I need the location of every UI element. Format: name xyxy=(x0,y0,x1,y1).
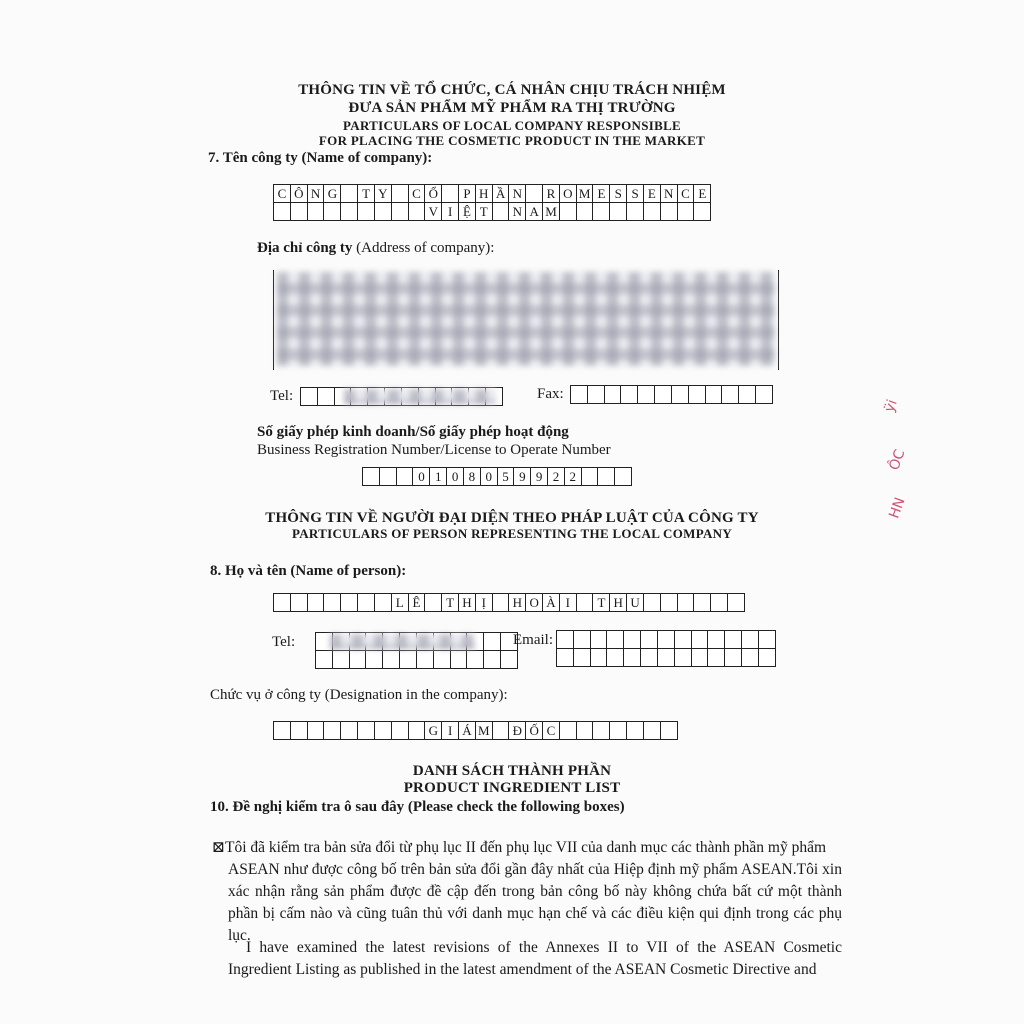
char-box[interactable]: I xyxy=(441,202,459,221)
char-box[interactable] xyxy=(597,467,615,486)
char-box[interactable] xyxy=(492,721,510,740)
char-box[interactable]: R xyxy=(542,184,560,203)
char-box[interactable]: H xyxy=(508,593,526,612)
char-box[interactable]: S xyxy=(626,184,644,203)
company-fax-label: Fax: xyxy=(537,386,564,402)
company-name-grid-row1 xyxy=(273,184,711,203)
char-box[interactable]: Ị xyxy=(475,593,493,612)
char-box[interactable] xyxy=(573,630,591,649)
company-name-label: 7. Tên công ty (Name of company): xyxy=(208,150,433,166)
char-box[interactable] xyxy=(556,648,574,667)
char-box[interactable] xyxy=(556,630,574,649)
char-box[interactable] xyxy=(408,721,426,740)
char-box[interactable] xyxy=(707,648,725,667)
char-box[interactable] xyxy=(307,593,325,612)
char-box[interactable]: 0 xyxy=(412,467,430,486)
char-box[interactable] xyxy=(374,721,392,740)
char-box[interactable] xyxy=(640,648,658,667)
char-box[interactable] xyxy=(273,721,291,740)
char-box[interactable]: O xyxy=(559,184,577,203)
char-box[interactable] xyxy=(606,630,624,649)
company-tel-redacted xyxy=(344,389,496,404)
vn-declaration-first: Tôi đã kiểm tra bản sửa đổi từ phụ lục II đến phụ lục VII của danh mục các thành phần mỹ phẩm xyxy=(225,839,827,856)
char-box[interactable] xyxy=(340,721,358,740)
char-box[interactable] xyxy=(365,650,383,669)
license-label-vn: Số giấy phép kinh doanh/Số giấy phép hoạt động xyxy=(257,424,569,440)
char-box[interactable] xyxy=(674,648,692,667)
char-box[interactable]: C xyxy=(677,184,695,203)
char-box[interactable]: Á xyxy=(458,721,476,740)
char-box[interactable]: H xyxy=(609,593,627,612)
vn-declaration-rest: ASEAN như được công bố trên bản sửa đổi gần đây nhất của Hiệp định mỹ phẩm ASEAN.Tôi xin xác nhận rằng sản phẩm được đề cập đến trong bản công bố này không chứa bất cứ một thành phần bị cấm nào và cũng tuân thủ với danh mục hạn chế và các điều kiện qui định trong các phụ lục. xyxy=(228,861,842,944)
char-box[interactable]: E xyxy=(643,184,661,203)
stamp-fragment-2: ÔC xyxy=(886,447,909,473)
char-box[interactable] xyxy=(323,721,341,740)
char-box[interactable] xyxy=(290,593,308,612)
char-box[interactable]: T xyxy=(357,184,375,203)
char-box[interactable] xyxy=(755,385,773,404)
char-box[interactable] xyxy=(290,202,308,221)
address-box xyxy=(273,270,779,370)
char-box[interactable] xyxy=(492,202,510,221)
stamp-fragment-1: ÿi xyxy=(881,397,901,415)
char-box[interactable]: I xyxy=(559,593,577,612)
char-box[interactable]: T xyxy=(592,593,610,612)
char-box[interactable] xyxy=(592,202,610,221)
char-box[interactable] xyxy=(300,387,318,406)
char-box[interactable] xyxy=(727,593,745,612)
char-box[interactable]: S xyxy=(609,184,627,203)
char-box[interactable]: 0 xyxy=(480,467,498,486)
char-box[interactable] xyxy=(707,630,725,649)
char-box[interactable]: T xyxy=(441,593,459,612)
char-box[interactable]: 2 xyxy=(564,467,582,486)
char-box[interactable] xyxy=(674,630,692,649)
char-box[interactable] xyxy=(693,593,711,612)
char-box[interactable]: C xyxy=(542,721,560,740)
char-box[interactable] xyxy=(573,648,591,667)
char-box[interactable] xyxy=(637,385,655,404)
char-box[interactable] xyxy=(576,593,594,612)
char-box[interactable] xyxy=(399,650,417,669)
person-tel-label: Tel: xyxy=(272,634,296,650)
vn-declaration xyxy=(212,837,842,859)
char-box[interactable] xyxy=(643,721,661,740)
char-box[interactable]: H xyxy=(475,184,493,203)
rep-header-line-2: PARTICULARS OF PERSON REPRESENTING THE LOCAL COMPANY xyxy=(291,526,733,541)
char-box[interactable]: Ầ xyxy=(492,184,510,203)
char-box[interactable] xyxy=(450,650,468,669)
char-box[interactable]: C xyxy=(408,184,426,203)
char-box[interactable] xyxy=(357,721,375,740)
char-box[interactable] xyxy=(362,467,380,486)
char-box[interactable] xyxy=(693,202,711,221)
check-boxes-label: 10. Đề nghị kiểm tra ô sau đây (Please check the following boxes) xyxy=(210,799,625,815)
char-box[interactable] xyxy=(379,467,397,486)
person-name-grid xyxy=(273,593,745,612)
char-box[interactable] xyxy=(315,650,333,669)
char-box[interactable]: V xyxy=(424,202,442,221)
char-box[interactable] xyxy=(391,202,409,221)
char-box[interactable] xyxy=(609,721,627,740)
designation-label: Chức vụ ở công ty (Designation in the company): xyxy=(210,687,508,703)
char-box[interactable] xyxy=(382,650,400,669)
license-number-grid xyxy=(362,467,632,486)
person-tel-redacted xyxy=(330,634,475,649)
char-box[interactable]: A xyxy=(525,202,543,221)
char-box[interactable] xyxy=(576,202,594,221)
char-box[interactable] xyxy=(492,593,510,612)
char-box[interactable] xyxy=(483,632,501,651)
char-box[interactable]: Ố xyxy=(525,721,543,740)
char-box[interactable] xyxy=(660,593,678,612)
char-box[interactable] xyxy=(570,385,588,404)
char-box[interactable]: M xyxy=(475,721,493,740)
char-box[interactable] xyxy=(340,184,358,203)
stamp-fragment-3: HN xyxy=(886,495,909,521)
char-box[interactable] xyxy=(587,385,605,404)
char-box[interactable]: Y xyxy=(374,184,392,203)
char-box[interactable] xyxy=(640,630,658,649)
char-box[interactable]: Ệ xyxy=(458,202,476,221)
header-line-1: THÔNG TIN VỀ TỔ CHỨC, CÁ NHÂN CHỊU TRÁCH NHIỆM xyxy=(298,82,726,98)
char-box[interactable] xyxy=(340,593,358,612)
char-box[interactable] xyxy=(604,385,622,404)
char-box[interactable] xyxy=(340,202,358,221)
char-box[interactable] xyxy=(576,721,594,740)
char-box[interactable]: N xyxy=(508,184,526,203)
char-box[interactable] xyxy=(614,467,632,486)
char-box[interactable] xyxy=(654,385,672,404)
header-line-4: FOR PLACING THE COSMETIC PRODUCT IN THE MARKET xyxy=(318,133,706,148)
char-box[interactable] xyxy=(705,385,723,404)
person-email-grid-row2 xyxy=(556,649,776,667)
char-box[interactable] xyxy=(590,630,608,649)
char-box[interactable] xyxy=(660,202,678,221)
char-box[interactable] xyxy=(273,593,291,612)
char-box[interactable] xyxy=(374,593,392,612)
char-box[interactable] xyxy=(623,648,641,667)
person-name-label: 8. Họ và tên (Name of person): xyxy=(210,563,407,579)
char-box[interactable]: O xyxy=(525,593,543,612)
char-box[interactable] xyxy=(500,650,518,669)
address-label xyxy=(257,240,494,257)
char-box[interactable] xyxy=(290,721,308,740)
char-box[interactable] xyxy=(758,630,776,649)
char-box[interactable] xyxy=(677,202,695,221)
char-box[interactable]: U xyxy=(626,593,644,612)
header-line-3: PARTICULARS OF LOCAL COMPANY RESPONSIBLE xyxy=(342,118,682,133)
char-box[interactable] xyxy=(657,648,675,667)
char-box[interactable]: N xyxy=(508,202,526,221)
ingredients-title-en: PRODUCT INGREDIENT LIST xyxy=(403,780,621,796)
char-box[interactable] xyxy=(691,648,709,667)
char-box[interactable] xyxy=(609,202,627,221)
char-box[interactable]: N xyxy=(660,184,678,203)
address-label-en: (Address of company): xyxy=(352,240,495,256)
char-box[interactable] xyxy=(643,593,661,612)
char-box[interactable]: 5 xyxy=(497,467,515,486)
char-box[interactable] xyxy=(688,385,706,404)
char-box[interactable] xyxy=(323,593,341,612)
person-tel-grid-row2 xyxy=(315,651,518,669)
char-box[interactable] xyxy=(357,593,375,612)
char-box[interactable]: G xyxy=(323,184,341,203)
char-box[interactable]: Ê xyxy=(408,593,426,612)
char-box[interactable]: T xyxy=(475,202,493,221)
company-fax-grid xyxy=(570,385,773,404)
char-box[interactable] xyxy=(357,202,375,221)
char-box[interactable] xyxy=(416,650,434,669)
char-box[interactable] xyxy=(657,630,675,649)
char-box[interactable] xyxy=(391,184,409,203)
char-box[interactable] xyxy=(332,650,350,669)
char-box[interactable] xyxy=(590,648,608,667)
char-box[interactable] xyxy=(724,630,742,649)
char-box[interactable] xyxy=(741,630,759,649)
char-box[interactable] xyxy=(317,387,335,406)
char-box[interactable] xyxy=(710,593,728,612)
person-email-label: Email: xyxy=(513,632,553,648)
char-box[interactable]: M xyxy=(576,184,594,203)
char-box[interactable]: H xyxy=(458,593,476,612)
char-box[interactable] xyxy=(660,721,678,740)
char-box[interactable]: À xyxy=(542,593,560,612)
char-box[interactable] xyxy=(741,648,759,667)
char-box[interactable] xyxy=(441,184,459,203)
char-box[interactable]: 9 xyxy=(513,467,531,486)
char-box[interactable] xyxy=(677,593,695,612)
char-box[interactable] xyxy=(581,467,599,486)
char-box[interactable] xyxy=(323,202,341,221)
person-email-grid-row1 xyxy=(556,630,776,649)
declaration-checkbox[interactable]: ⊠ xyxy=(212,839,225,856)
char-box[interactable] xyxy=(408,202,426,221)
char-box[interactable] xyxy=(643,202,661,221)
char-box[interactable]: 2 xyxy=(547,467,565,486)
char-box[interactable] xyxy=(424,593,442,612)
char-box[interactable] xyxy=(307,721,325,740)
char-box[interactable] xyxy=(525,184,543,203)
char-box[interactable]: I xyxy=(441,721,459,740)
char-box[interactable]: L xyxy=(391,593,409,612)
char-box[interactable] xyxy=(606,648,624,667)
char-box[interactable] xyxy=(559,721,577,740)
char-box[interactable]: Đ xyxy=(508,721,526,740)
ingredients-title-vn: DANH SÁCH THÀNH PHẦN xyxy=(412,763,612,779)
en-declaration: I have examined the latest revisions of the Annexes II to VII of the ASEAN Cosmetic Ingredient Listing as published in the latest amendment of the ASEAN Cosmetic Directive and xyxy=(228,939,842,978)
char-box[interactable] xyxy=(724,648,742,667)
char-box[interactable] xyxy=(483,650,501,669)
license-label-en: Business Registration Number/License to Operate Number xyxy=(257,442,611,458)
char-box[interactable] xyxy=(391,721,409,740)
char-box[interactable]: 8 xyxy=(463,467,481,486)
char-box[interactable] xyxy=(273,202,291,221)
char-box[interactable]: Ô xyxy=(290,184,308,203)
company-tel-label: Tel: xyxy=(270,388,294,404)
char-box[interactable] xyxy=(307,202,325,221)
char-box[interactable] xyxy=(620,385,638,404)
char-box[interactable] xyxy=(626,721,644,740)
char-box[interactable]: Ổ xyxy=(424,184,442,203)
char-box[interactable] xyxy=(433,650,451,669)
char-box[interactable] xyxy=(396,467,414,486)
char-box[interactable]: C xyxy=(273,184,291,203)
char-box[interactable]: M xyxy=(542,202,560,221)
address-label-vn: Địa chỉ công ty xyxy=(257,240,353,256)
company-name-grid-row2 xyxy=(273,203,711,221)
char-box[interactable] xyxy=(691,630,709,649)
char-box[interactable]: P xyxy=(458,184,476,203)
char-box[interactable]: G xyxy=(424,721,442,740)
rep-header-line-1: THÔNG TIN VỀ NGƯỜI ĐẠI DIỆN THEO PHÁP LUẬT CỦA CÔNG TY xyxy=(265,510,759,526)
char-box[interactable]: N xyxy=(307,184,325,203)
char-box[interactable] xyxy=(349,650,367,669)
char-box[interactable] xyxy=(758,648,776,667)
char-box[interactable]: 0 xyxy=(446,467,464,486)
header-line-2: ĐƯA SẢN PHẨM MỸ PHẨM RA THỊ TRƯỜNG xyxy=(348,100,676,116)
char-box[interactable] xyxy=(374,202,392,221)
char-box[interactable]: E xyxy=(693,184,711,203)
char-box[interactable] xyxy=(466,650,484,669)
char-box[interactable] xyxy=(626,202,644,221)
char-box[interactable] xyxy=(559,202,577,221)
char-box[interactable]: 1 xyxy=(429,467,447,486)
char-box[interactable]: 9 xyxy=(530,467,548,486)
char-box[interactable] xyxy=(592,721,610,740)
address-redacted xyxy=(277,272,775,366)
designation-grid xyxy=(273,721,678,740)
char-box[interactable] xyxy=(721,385,739,404)
char-box[interactable] xyxy=(738,385,756,404)
char-box[interactable] xyxy=(671,385,689,404)
char-box[interactable] xyxy=(623,630,641,649)
char-box[interactable]: E xyxy=(592,184,610,203)
